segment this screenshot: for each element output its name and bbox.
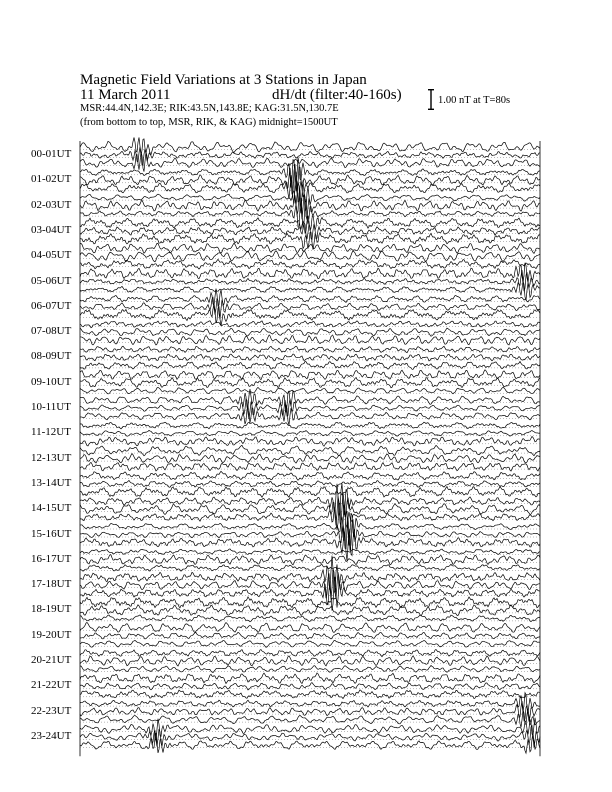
trace-line-rik [80,164,540,194]
row-label: 01-02UT [31,173,72,186]
trace-row [80,673,540,699]
trace-row [80,389,540,425]
row-label: 04-05UT [31,249,72,262]
trace-line-rik [80,377,540,387]
trace-row [80,370,540,394]
trace-line-msr [80,690,540,699]
trace-line-kag [80,622,540,632]
trace-line-rik [80,656,540,666]
row-label: 12-13UT [31,451,72,464]
trace-line-rik [80,251,540,262]
row-label: 02-03UT [31,198,72,211]
trace-line-msr [80,259,540,269]
row-label: 05-06UT [31,274,72,287]
trace-row [80,137,540,171]
row-label: 14-15UT [31,502,72,515]
trace-order-note: (from bottom to top, MSR, RIK, & KAG) midnight=1500UT [80,117,338,128]
trace-row [80,289,540,326]
trace-row [80,650,540,673]
trace-row [80,422,540,446]
trace-line-msr [80,361,540,369]
trace-line-rik [80,328,540,336]
trace-row [80,718,540,753]
trace-line-kag [80,673,540,684]
row-label: 16-17UT [31,552,72,565]
chart-quantity: dH/dt (filter:40-160s) [272,87,402,103]
trace-row [80,549,540,571]
trace-line-kag [80,484,540,516]
trace-line-kag [80,445,540,455]
trace-line-kag [80,556,540,593]
trace-line-kag [80,137,540,155]
scale-label: 1.00 nT at T=80s [438,95,511,106]
trace-line-rik [80,454,540,464]
trace-line-kag [80,597,540,608]
trace-line-kag [80,370,540,380]
row-label: 19-20UT [31,628,72,641]
row-label: 15-16UT [31,527,72,540]
trace-line-kag [80,718,540,741]
trace-line-rik [80,493,540,528]
chart-title: Magnetic Field Variations at 3 Stations in Japan [80,72,367,88]
row-label: 03-04UT [31,223,72,236]
row-label: 06-07UT [31,299,72,312]
trace-line-kag [80,263,540,284]
row-label: 20-21UT [31,654,72,666]
station-coordinates: MSR:44.4N,142.3E; RIK:43.5N,143.8E; KAG:31.5N,130.7E [80,103,339,114]
trace-row [80,511,540,561]
trace-row [80,180,540,229]
trace-line-msr [80,709,540,728]
trace-line-rik [80,701,540,722]
trace-line-msr [80,487,540,498]
row-label: 13-14UT [31,476,72,489]
row-label: 10-11UT [31,401,71,413]
row-label: 17-18UT [31,578,72,591]
trace-line-msr [80,503,540,537]
trace-line-msr [80,387,540,394]
trace-row [80,321,540,345]
trace-row [80,471,540,497]
row-label: 07-08UT [31,325,72,338]
trace-line-kag [80,511,540,545]
row-label: 11-12UT [31,426,71,439]
trace-line-kag [80,157,540,191]
trace-row [80,243,540,269]
trace-line-kag [80,289,540,306]
trace-row [80,597,540,622]
trace-line-rik [80,298,540,319]
trace-line-rik [80,270,540,291]
trace-line-kag [80,243,540,253]
trace-row [80,263,540,300]
row-label: 21-22UT [31,679,72,692]
trace-row [80,346,540,369]
trace-line-msr [80,462,540,471]
row-label: 22-23UT [31,704,72,717]
trace-line-kag [80,549,540,555]
trace-line-rik [80,555,540,565]
trace-line-msr [80,437,540,447]
trace-line-rik [80,605,540,616]
row-label: 08-09UT [31,350,72,363]
trace-row [80,556,540,611]
trace-row [80,693,540,728]
trace-line-rik [80,354,540,361]
row-label: 18-19UT [31,603,72,616]
trace-line-kag [80,471,540,480]
trace-row [80,622,540,647]
row-label: 09-10UT [31,375,72,388]
trace-line-rik [80,430,540,436]
trace-line-rik [80,518,540,551]
chart-date: 11 March 2011 [80,87,171,103]
row-label: 00-01UT [31,148,72,160]
row-label: 23-24UT [31,729,72,742]
trace-line-msr [80,405,540,425]
trace-row [80,445,540,471]
trace-line-msr [80,335,540,345]
